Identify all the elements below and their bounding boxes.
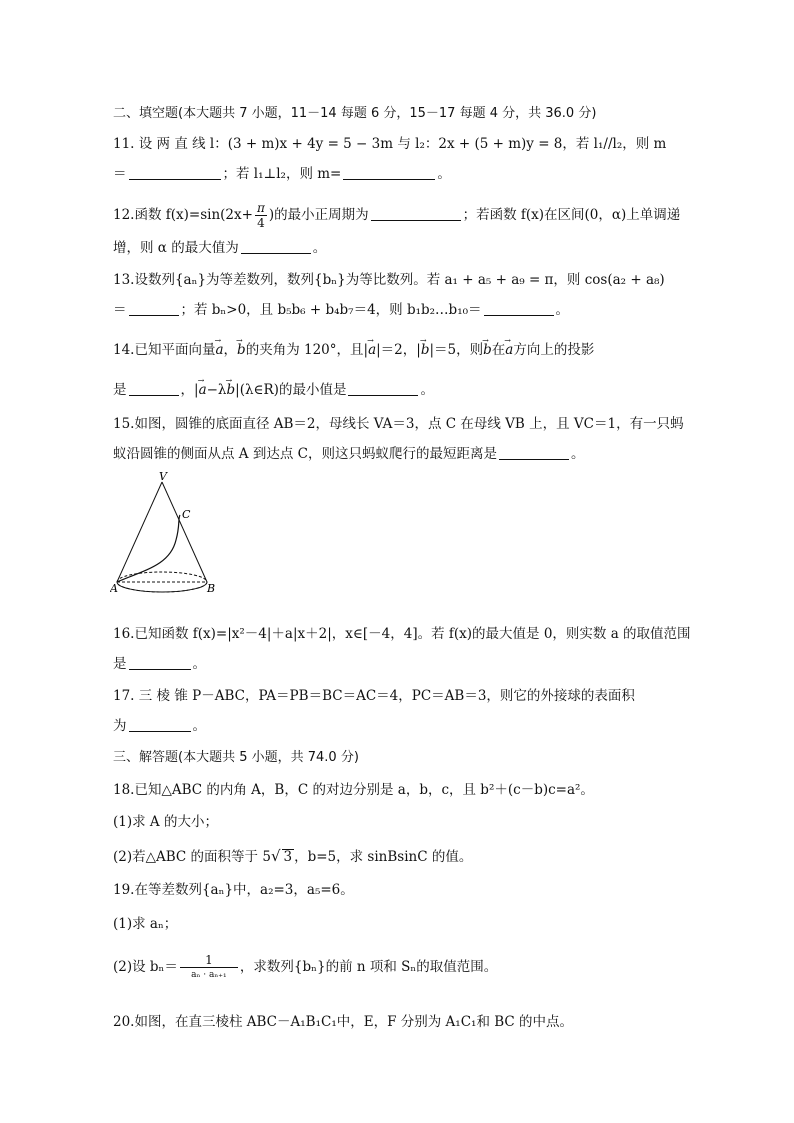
question-17-line-2 (113, 716, 685, 736)
vector-b: → b (483, 342, 492, 358)
q19-text-a: (2)设 bₙ＝ (113, 959, 178, 975)
answer-blank[interactable] (129, 381, 179, 396)
q14-text-e: |＝5，则 (429, 342, 484, 358)
answer-blank[interactable] (371, 206, 461, 221)
q14-text-g: 方向上的投影 (513, 342, 595, 358)
q17-text-a: 为 (113, 718, 127, 734)
answer-blank[interactable] (484, 301, 554, 316)
q18-text-a: (2)若△ABC 的面积等于 5 (113, 849, 271, 865)
q14-text-j: −λ (206, 382, 227, 398)
q14-text-h: 是 (113, 382, 127, 398)
q18-text-b: ，b=5，求 sinBsinC 的值。 (294, 849, 473, 865)
question-20-line-1: 20.如图，在直三棱柱 ABC－A₁B₁C₁中，E，F 分别为 A₁C₁和 BC 的中点。 (113, 1014, 574, 1030)
vector-b: → b (237, 342, 246, 358)
question-11-line-1: 11. 设 两 直 线 l：(3 + m)x + 4y = 5 − 3m 与 l₂：2x + (5 + m)y = 8，若 l₁//l₂，则 m (113, 136, 667, 152)
q14-text-c: 的夹角为 120°，且| (245, 342, 369, 358)
question-17-line-1: 17. 三 棱 锥 P－ABC，PA＝PB＝BC＝AC＝4，PC＝AB＝3，则它的外接球的表面积 (113, 688, 635, 704)
question-18-part-1: (1)求 A 的大小； (113, 814, 218, 830)
generatrix-vb (162, 482, 207, 582)
question-19-part-2 (113, 950, 685, 984)
fraction-numerator: π (256, 201, 265, 215)
q12-text-d: 增，则 α 的最大值为 (113, 240, 239, 256)
vector-b: → b (227, 382, 236, 398)
bn-fraction (180, 953, 238, 982)
generatrix-va (117, 482, 162, 582)
q12-text-b: )的最小正周期为 (268, 207, 369, 223)
answer-blank[interactable] (499, 445, 569, 460)
cone-figure (110, 470, 220, 610)
answer-blank[interactable] (241, 239, 311, 254)
fraction-denominator: 4 (257, 216, 265, 230)
q11-text-b: ；若 l₁⊥l₂，则 m= (222, 166, 342, 182)
cone-base-front-arc (117, 582, 207, 592)
question-15-line-1: 15.如图，圆锥的底面直径 AB＝2，母线长 VA＝3，点 C 在母线 VB 上，且 VC＝1，有一只蚂 (113, 416, 684, 432)
label-a: A (110, 582, 118, 595)
question-18-line-1: 18.已知△ABC 的内角 A，B，C 的对边分别是 a，b，c，且 b²＋(c－b)c=a²。 (113, 782, 594, 798)
q14-text-a: 14.已知平面向量 (113, 342, 216, 358)
fraction-denominator: aₙ · aₙ₊₁ (191, 970, 227, 980)
sqrt-radicand: 3 (283, 849, 293, 865)
q11-text-a: ＝ (113, 166, 127, 182)
section-answer-heading: 三、解答题(本大题共 5 小题，共 74.0 分) (113, 750, 359, 765)
q13-text-c: 。 (555, 302, 570, 318)
q15-text-b: 。 (570, 446, 585, 462)
q14-text-d: |＝2，| (376, 342, 421, 358)
q12-text-c: ；若函数 f(x)在区间(0，α)上单调递 (462, 207, 681, 223)
q14-text-i: ，| (180, 382, 199, 398)
q14-text-l: 。 (420, 382, 434, 398)
answer-blank[interactable] (129, 717, 191, 732)
q12-text-a: 12.函数 f(x)=sin(2x+ (113, 207, 253, 223)
pi-over-4-fraction (255, 201, 267, 230)
vector-a: → a (215, 342, 223, 358)
q16-text-b: 。 (192, 656, 206, 672)
question-19-line-1: 19.在等差数列{aₙ}中，a₂=3，a₅=6。 (113, 882, 354, 898)
answer-blank[interactable] (129, 301, 179, 316)
answer-blank[interactable] (343, 165, 435, 180)
question-14-line-1 (113, 340, 685, 360)
sqrt-symbol: √ (270, 847, 281, 865)
question-16-line-1: 16.已知函数 f(x)=|x²－4|＋a|x＋2|，x∈[－4，4]。若 f(x)的最大值是 0，则实数 a 的取值范围 (113, 626, 691, 642)
vector-a: → a (368, 342, 376, 358)
q17-text-b: 。 (192, 718, 206, 734)
question-13-line-1: 13.设数列{aₙ}为等差数列，数列{bₙ}为等比数列。若 a₁ + a₅ + a₉ = π，则 cos(a₂ + a₈) (113, 272, 665, 288)
answer-blank[interactable] (348, 381, 418, 396)
label-b: B (207, 582, 216, 595)
question-14-line-2 (113, 380, 685, 400)
label-v: V (159, 470, 167, 483)
question-18-part-2 (113, 846, 685, 867)
q11-text-c: 。 (437, 166, 451, 182)
answer-blank[interactable] (129, 165, 221, 180)
question-16-line-2 (113, 654, 685, 674)
q14-text-f: 在 (491, 342, 506, 358)
fraction-numerator: 1 (180, 953, 238, 968)
q14-text-k: |(λ∈R)的最小值是 (235, 382, 347, 398)
q15-text-a: 蚁沿圆锥的侧面从点 A 到达点 C，则这只蚂蚁爬行的最短距离是 (113, 446, 497, 462)
q13-text-b: ；若 bₙ>0，且 b₅b₆ + b₄b₇＝4，则 b₁b₂…b₁₀＝ (180, 302, 482, 318)
q12-text-e: 。 (312, 240, 327, 256)
q13-text-a: ＝ (113, 302, 127, 318)
question-12-line-2 (113, 238, 685, 258)
vector-b: → b (421, 342, 430, 358)
question-19-part-1: (1)求 aₙ； (113, 916, 178, 932)
vector-a: → a (199, 382, 207, 398)
label-c: C (182, 508, 191, 521)
answer-blank[interactable] (129, 655, 191, 670)
question-13-line-2 (113, 300, 685, 320)
q14-text-b: ， (223, 342, 238, 358)
q19-text-b: ，求数列{bₙ}的前 n 项和 Sₙ的取值范围。 (239, 959, 498, 975)
vector-a: → a (505, 342, 513, 358)
section-fill-blank-heading: 二、填空题(本大题共 7 小题，11－14 每题 6 分，15－17 每题 4 分，共 36.0 分) (113, 106, 597, 121)
question-12-line-1 (113, 200, 685, 230)
q16-text-a: 是 (113, 656, 127, 672)
question-15-line-2 (113, 444, 685, 464)
question-11-line-2 (113, 164, 685, 184)
